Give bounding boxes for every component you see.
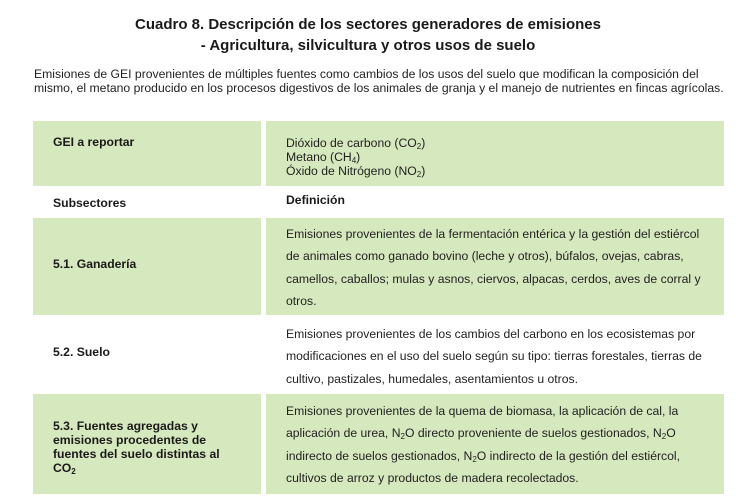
row-suelo-name-cell (33, 317, 261, 391)
title-line-1: Cuadro 8. Descripción de los sectores generadores de emisiones (134, 16, 601, 33)
gas-item-ch4: Metano $(CH_4)$ (286, 150, 361, 165)
definicion-header-cell (266, 188, 724, 216)
subsector-fuentes-agregadas: 5.3. Fuentes agregadas y emisiones procedentes de fuentes del suelo distintas al $CO_2$ (53, 419, 220, 476)
row-fuentes-definition-cell (266, 394, 724, 494)
gei-gases-cell (266, 121, 724, 186)
title-line-2: - Agricultura, silvicultura y otros usos de suelo (200, 37, 536, 54)
row-ganaderia-definition-cell (266, 218, 724, 315)
intro-paragraph: Emisiones de GEI provenientes de múltiples fuentes como cambios de los usos del suelo que modifican la composición del mismo, el metano producido en los procesos digestivos de los animales de granja y el manejo de nutrientes en fincas agrícolas. (34, 67, 724, 96)
row-suelo-definition-cell (266, 317, 724, 391)
subsectores-header-cell (33, 188, 261, 216)
subsector-ganaderia: 5.1. Ganadería (53, 257, 137, 271)
definition-ganaderia: Emisiones provenientes de la fermentación entérica y la gestión del estiércol de animales como ganado bovino (leche y otros), búfalos, ovejas, cabras, camellos, caballos; mulas y asnos, ciervos, alpacas, cerdos, aves de corral y otros. (286, 227, 701, 308)
gei-gases-list (286, 136, 714, 178)
gei-label: GEI a reportar (53, 135, 135, 149)
table-title (0, 14, 736, 56)
row-ganaderia-name-cell (33, 218, 261, 315)
gas-item-co2: Dióxido de carbono $(CO_2)$ (286, 136, 426, 151)
definition-suelo: Emisiones provenientes de los cambios del carbono en los ecosistemas por modificaciones en el uso del suelo según su tipo: tierras forestales, tierras de cultivo, pastizales, humedales, asentamientos u otros. (286, 327, 702, 386)
gas-item-no2: Óxido de Nitrógeno $(NO_2)$ (286, 164, 426, 179)
definicion-header: Definición (286, 193, 345, 207)
row-fuentes-name-cell (33, 394, 261, 494)
definition-fuentes-agregadas: Emisiones provenientes de la quema de biomasa, la aplicación de cal, la aplicación de urea, $N_2O$ directo proveniente de suelos gestionados, $N_2O$ indirecto de suelos gestionados, $N_2O$ indirecto de la gestión del estiércol, cultivos de arroz y productos de madera recolectados. (286, 404, 681, 485)
subsector-suelo: 5.2. Suelo (53, 345, 110, 359)
gei-label-cell (33, 121, 261, 186)
subsectores-header: Subsectores (53, 196, 127, 210)
